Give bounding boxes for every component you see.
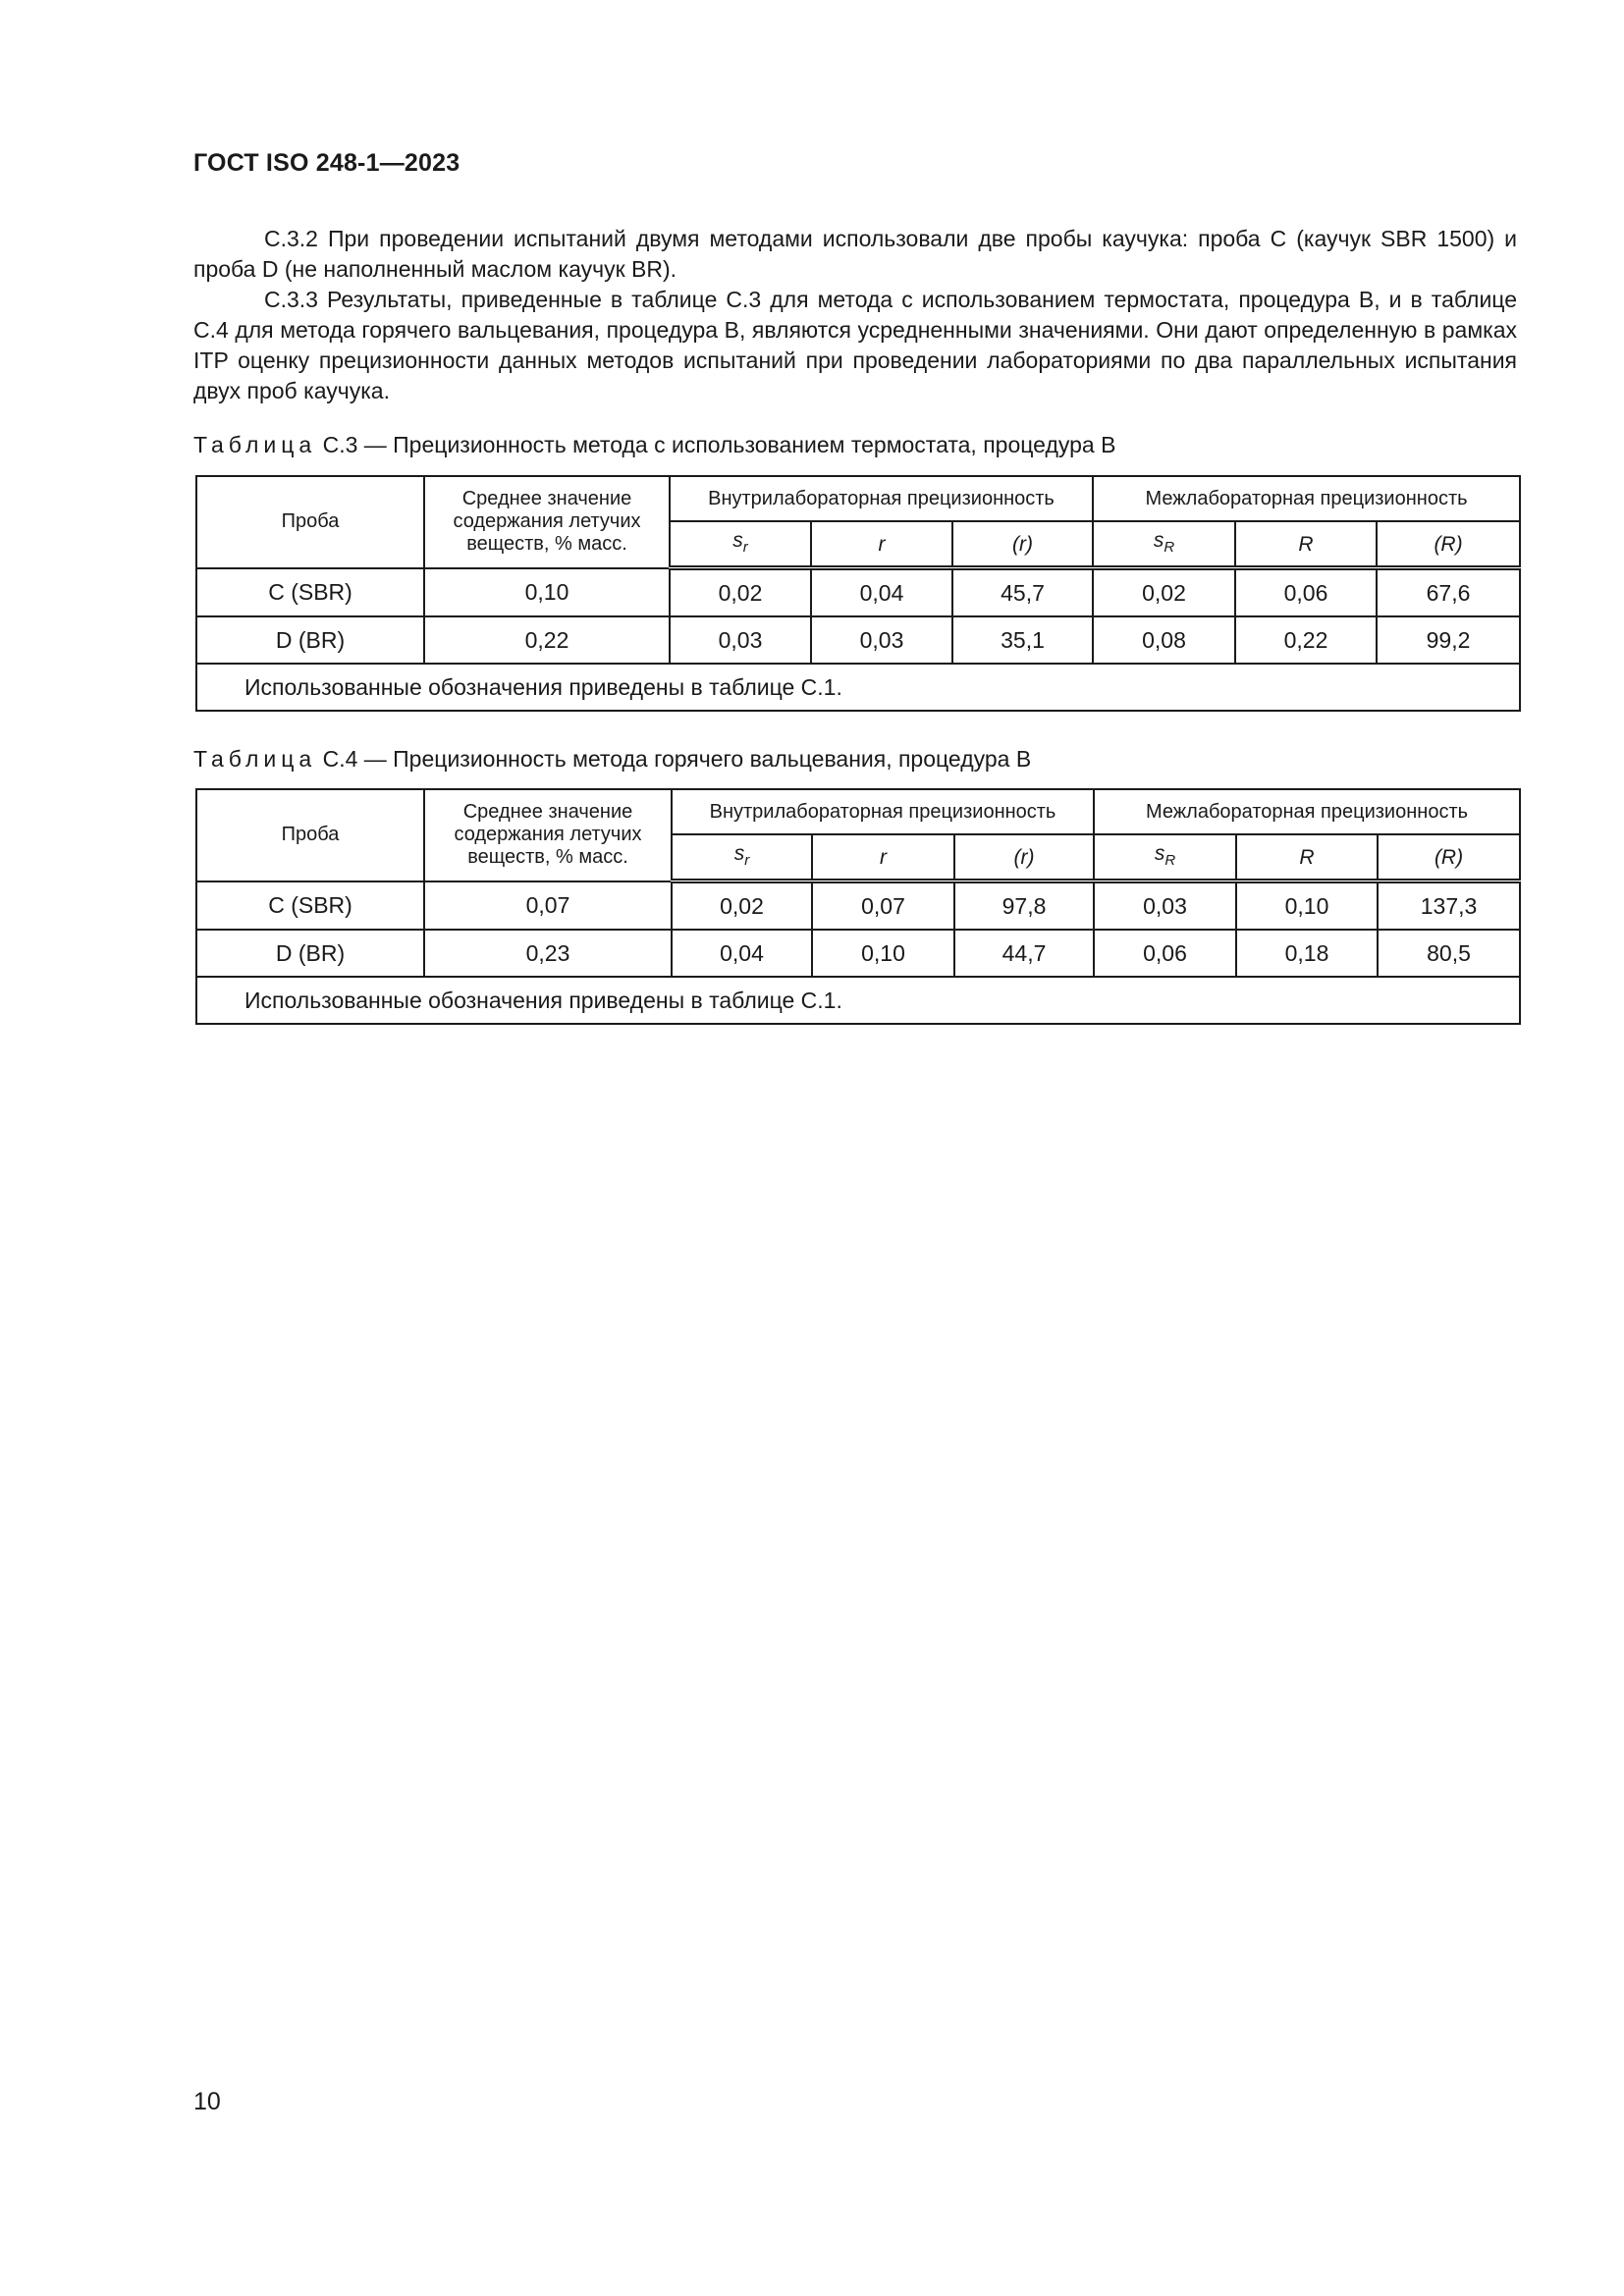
- header-r-relative: (r): [952, 521, 1093, 568]
- header-r: r: [811, 521, 952, 568]
- table-c4-caption: [193, 744, 1031, 774]
- cell-r-relative: 35,1: [952, 616, 1093, 664]
- table-row: [196, 930, 1520, 977]
- cell-mean: 0,07: [424, 881, 672, 931]
- header-R: R: [1235, 521, 1377, 568]
- header-R-relative: (R): [1378, 834, 1520, 881]
- cell-mean: 0,22: [424, 616, 670, 664]
- cell-sample: D (BR): [196, 616, 424, 664]
- header-R-relative: (R): [1377, 521, 1520, 568]
- cell-r-relative: 97,8: [954, 881, 1094, 931]
- document-header: ГОСТ ISO 248-1—2023: [193, 149, 460, 177]
- header-r-relative: (r): [954, 834, 1094, 881]
- cell-r: 0,04: [811, 568, 952, 617]
- precision-table-c3: [195, 475, 1521, 712]
- cell-sr: 0,03: [670, 616, 811, 664]
- cell-R-relative: 67,6: [1377, 568, 1520, 617]
- table-caption-text: С.4 — Прецизионность метода горячего вальцевания, процедура В: [322, 746, 1032, 772]
- cell-R: 0,10: [1236, 881, 1378, 931]
- table-note: Использованные обозначения приведены в таблице С.1.: [196, 664, 1520, 711]
- cell-r: 0,10: [812, 930, 954, 977]
- header-sR: $s_R$: [1093, 521, 1235, 568]
- table-row: [196, 568, 1520, 617]
- cell-sR: 0,03: [1094, 881, 1236, 931]
- cell-sr: 0,04: [672, 930, 812, 977]
- cell-sR: 0,06: [1094, 930, 1236, 977]
- table-row: [196, 881, 1520, 931]
- cell-sR: 0,02: [1093, 568, 1235, 617]
- table-row: [196, 616, 1520, 664]
- cell-r: 0,03: [811, 616, 952, 664]
- header-within-lab: Внутрилабораторная прецизионность: [670, 476, 1093, 521]
- cell-sr: 0,02: [670, 568, 811, 617]
- cell-r: 0,07: [812, 881, 954, 931]
- cell-R: 0,06: [1235, 568, 1377, 617]
- header-sample: Проба: [196, 789, 424, 881]
- cell-sR: 0,08: [1093, 616, 1235, 664]
- cell-sr: 0,02: [672, 881, 812, 931]
- cell-sample: D (BR): [196, 930, 424, 977]
- table-caption-word: Таблица: [193, 432, 317, 457]
- paragraph-c-3-2: С.3.2 При проведении испытаний двумя методами использовали две пробы каучука: проба С (каучук SBR 1500) и проба D (не наполненный маслом каучук BR).: [193, 226, 1517, 282]
- table-c3-caption: [193, 430, 1115, 460]
- table-note: Использованные обозначения приведены в таблице С.1.: [196, 977, 1520, 1024]
- header-between-lab: Межлабораторная прецизионность: [1093, 476, 1520, 521]
- page-number: 10: [193, 2088, 221, 2115]
- cell-sample: С (SBR): [196, 881, 424, 931]
- cell-R: 0,22: [1235, 616, 1377, 664]
- cell-R-relative: 80,5: [1378, 930, 1520, 977]
- precision-table-c4: [195, 788, 1521, 1025]
- paragraph-c-3-3: С.3.3 Результаты, приведенные в таблице С.3 для метода с использованием термостата, процедура В, и в таблице С.4 для метода горячего вальцевания, процедура В, являются усредненными значениями. Они дают определенную в рамках ITP оценку прецизионности данных методов испытаний при проведении лабораториями по два параллельных испытания двух проб каучука.: [193, 287, 1517, 403]
- header-within-lab: Внутрилабораторная прецизионность: [672, 789, 1094, 834]
- header-R: R: [1236, 834, 1378, 881]
- header-mean-volatile: Среднее значение содержания летучих веществ, % масс.: [424, 476, 670, 568]
- header-mean-volatile: Среднее значение содержания летучих веществ, % масс.: [424, 789, 672, 881]
- body-text: [193, 224, 1517, 406]
- table-note-row: [196, 977, 1520, 1024]
- header-between-lab: Межлабораторная прецизионность: [1094, 789, 1520, 834]
- cell-sample: С (SBR): [196, 568, 424, 617]
- header-sample: Проба: [196, 476, 424, 568]
- header-sR: $s_R$: [1094, 834, 1236, 881]
- cell-r-relative: 44,7: [954, 930, 1094, 977]
- cell-R: 0,18: [1236, 930, 1378, 977]
- cell-r-relative: 45,7: [952, 568, 1093, 617]
- table-caption-word: Таблица: [193, 746, 317, 772]
- header-r: r: [812, 834, 954, 881]
- header-sr: $s_r$: [670, 521, 811, 568]
- cell-R-relative: 137,3: [1378, 881, 1520, 931]
- table-note-row: [196, 664, 1520, 711]
- cell-mean: 0,10: [424, 568, 670, 617]
- header-sr: $s_r$: [672, 834, 812, 881]
- cell-R-relative: 99,2: [1377, 616, 1520, 664]
- cell-mean: 0,23: [424, 930, 672, 977]
- table-caption-text: С.3 — Прецизионность метода с использованием термостата, процедура В: [322, 432, 1116, 457]
